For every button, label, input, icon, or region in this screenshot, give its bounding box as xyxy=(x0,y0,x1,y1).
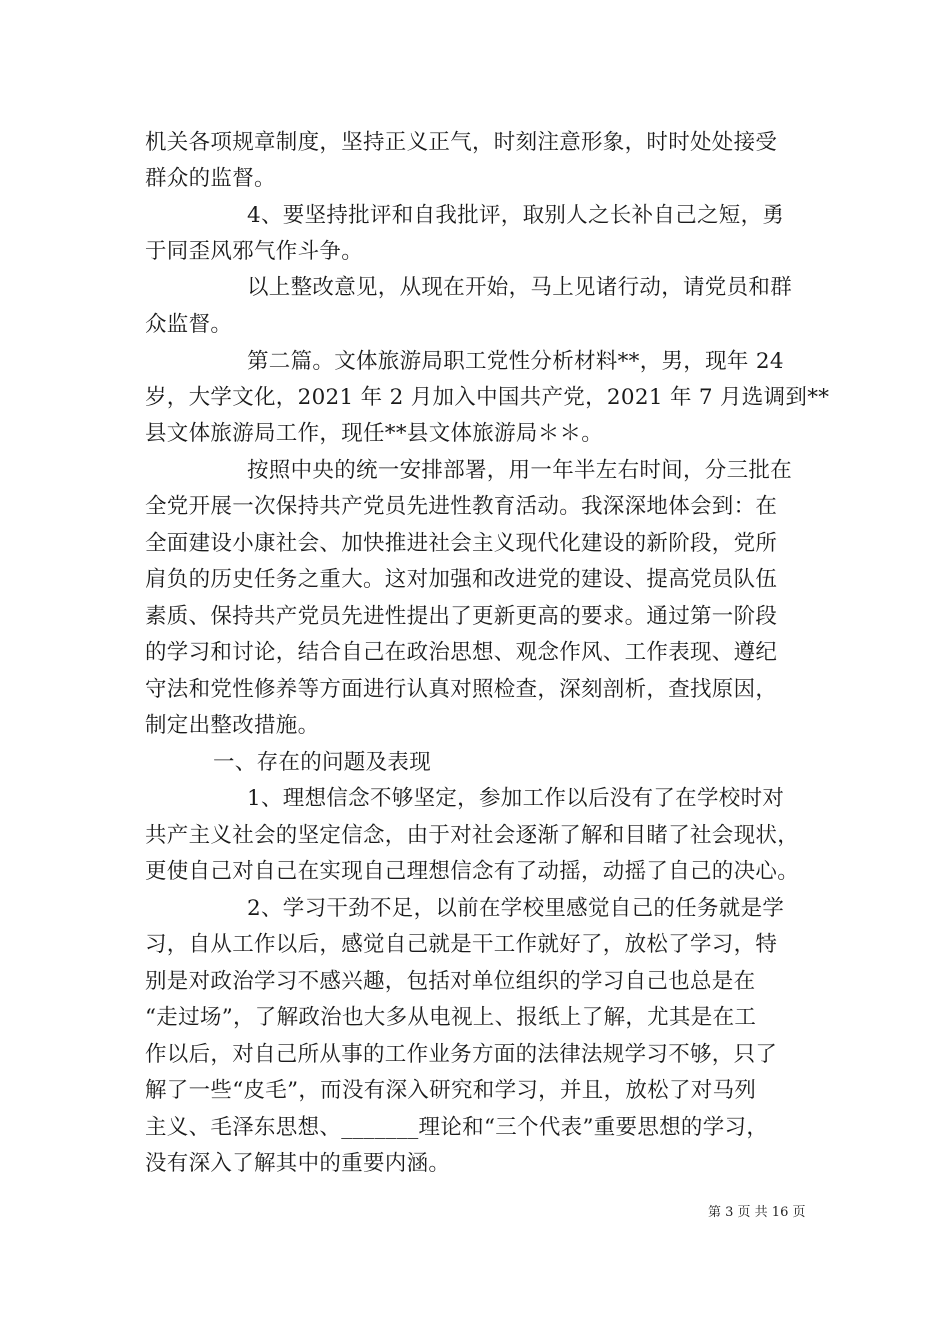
text-line: 制定出整改措施。 xyxy=(145,713,320,738)
text-line: 4、要坚持批评和自我批评，取别人之长补自己之短，勇 xyxy=(247,203,785,228)
text-line: 一、存在的问题及表现 xyxy=(213,750,432,775)
text-line: 全党开展一次保持共产党员先进性教育活动。我深深地体会到：在 xyxy=(145,494,778,519)
text-line: 按照中央的统一安排部署，用一年半左右时间，分三批在 xyxy=(247,458,793,483)
text-line: 肩负的历史任务之重大。这对加强和改进党的建设、提高党员队伍 xyxy=(145,567,778,592)
text-line: 1、理想信念不够坚定，参加工作以后没有了在学校时对 xyxy=(247,786,785,811)
text-line: “走过场”，了解政治也大多从电视上、报纸上了解，尤其是在工 xyxy=(145,1005,757,1030)
page-footer: 第 3 页 共 16 页 xyxy=(708,1205,806,1220)
text-line: 以上整改意见，从现在开始，马上见诸行动，请党员和群 xyxy=(247,275,793,300)
text-line: 作以后，对自己所从事的工作业务方面的法律法规学习不够，只了 xyxy=(145,1042,778,1067)
text-line: 解了一些“皮毛”，而没有深入研究和学习，并且，放松了对马列 xyxy=(145,1078,757,1103)
text-line: 别是对政治学习不感兴趣，包括对单位组织的学习自己也总是在 xyxy=(145,969,756,994)
text-line: 机关各项规章制度，坚持正义正气，时刻注意形象，时时处处接受 xyxy=(145,130,778,155)
text-line: 主义、毛泽东思想、_______理论和“三个代表”重要思想的学习， xyxy=(145,1115,769,1140)
text-line: 守法和党性修养等方面进行认真对照检查，深刻剖析，查找原因， xyxy=(145,677,778,702)
text-line: 的学习和讨论，结合自己在政治思想、观念作风、工作表现、遵纪 xyxy=(145,640,778,665)
text-line: 全面建设小康社会、加快推进社会主义现代化建设的新阶段，党所 xyxy=(145,531,778,556)
text-line: 群众的监督。 xyxy=(145,166,276,191)
text-line: 没有深入了解其中的重要内涵。 xyxy=(145,1151,451,1176)
text-line: 习，自从工作以后，感觉自己就是干工作就好了，放松了学习，特 xyxy=(145,932,778,957)
text-line: 2、学习干劲不足，以前在学校里感觉自己的任务就是学 xyxy=(247,896,785,921)
text-line: 更使自己对自己在实现自己理想信念有了动摇，动摇了自己的决心。 xyxy=(145,859,800,884)
text-line: 素质、保持共产党员先进性提出了更新更高的要求。通过第一阶段 xyxy=(145,604,778,629)
text-line: 于同歪风邪气作斗争。 xyxy=(145,239,364,264)
text-line: 众监督。 xyxy=(145,312,233,337)
text-line: 第二篇。文体旅游局职工党性分析材料**，男，现年 24 xyxy=(247,349,784,374)
text-line: 县文体旅游局工作，现任**县文体旅游局＊＊。 xyxy=(145,421,604,446)
text-line: 共产主义社会的坚定信念，由于对社会逐渐了解和目睹了社会现状， xyxy=(145,823,800,848)
text-line: 岁，大学文化，2021 年 2 月加入中国共产党，2021 年 7 月选调到** xyxy=(145,385,830,410)
